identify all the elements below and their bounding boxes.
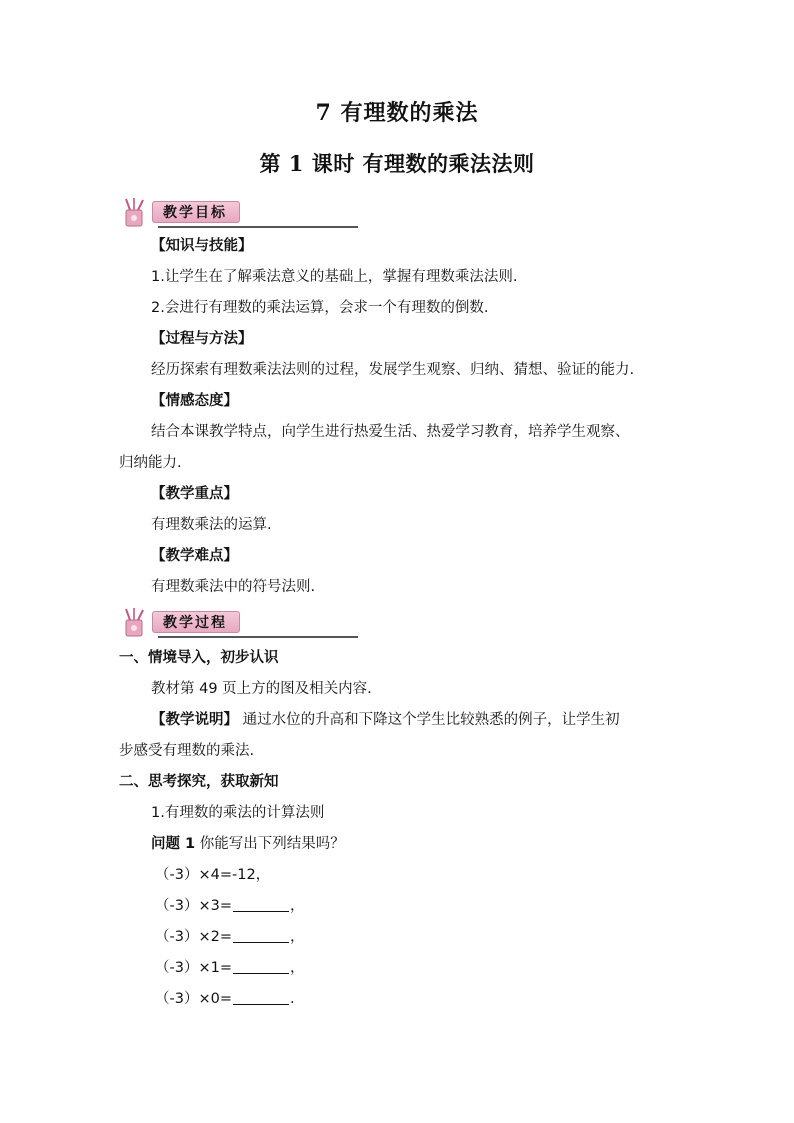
text-sec1-line1: 教材第 49 页上方的图及相关内容. [151,681,372,697]
note-text: 通过水位的升高和下降这个学生比较熟悉的例子，让学生初 [238,712,620,728]
text-sec1-note [151,710,620,730]
text-key-1: 有理数乘法的运算. [151,517,272,533]
answer-blank [233,928,289,943]
equation-punct: ， [289,960,305,976]
equation-1: （-3）×4=-12， [155,867,271,883]
section-banner-goals [118,196,248,230]
banner-underline [158,636,358,638]
heading-section-1: 一、情境导入，初步认识 [119,650,279,666]
equation-punct: . [289,991,295,1007]
equation-text: （-3）×3= [155,898,232,914]
page-title: 7 有理数的乘法 [315,100,479,126]
banner-underline [158,226,358,228]
text-sec2-line1: 1.有理数的乘法的计算法则 [151,805,325,821]
heading-difficult: 【教学难点】 [151,548,238,564]
answer-blank [233,897,289,912]
text-sec1-note-b: 步感受有理数的乘法. [119,743,255,759]
equation-3 [155,927,304,947]
question-1 [151,834,345,854]
heading-attitude: 【情感态度】 [151,393,238,409]
section-banner-process [118,606,248,640]
text-attitude-1a: 结合本课教学特点，向学生进行热爱生活、热爱学习教育，培养学生观察、 [151,424,630,440]
question-text: 你能写出下列结果吗？ [195,836,345,852]
banner-label: 教学过程 [152,611,240,633]
text-method-1: 经历探索有理数乘法法则的过程，发展学生观察、归纳、猜想、验证的能力. [151,362,635,378]
heading-key: 【教学重点】 [151,486,238,502]
text-knowledge-1: 1.让学生在了解乘法意义的基础上，掌握有理数乘法法则. [151,269,518,285]
equation-text: （-3）×2= [155,929,232,945]
text-attitude-1b: 归纳能力. [119,455,182,471]
equation-text: （-3）×1= [155,960,232,976]
text-knowledge-2: 2.会进行有理数的乘法运算，会求一个有理数的倒数. [151,300,489,316]
note-label: 【教学说明】 [151,712,238,728]
pencil-cup-icon [118,196,152,230]
equation-punct: ， [289,929,305,945]
pencil-cup-icon [118,606,152,640]
text-difficult-1: 有理数乘法中的符号法则. [151,579,316,595]
heading-method: 【过程与方法】 [151,331,253,347]
equation-4 [155,958,304,978]
equation-punct: ， [289,898,305,914]
answer-blank [233,990,289,1005]
question-label: 问题 1 [151,836,196,852]
answer-blank [233,959,289,974]
equation-text: （-3）×0= [155,991,232,1007]
equation-2 [155,896,304,916]
equation-5 [155,989,295,1009]
page-subtitle: 第 1 课时 有理数的乘法法则 [259,151,535,176]
heading-knowledge: 【知识与技能】 [151,238,253,254]
heading-section-2: 二、思考探究，获取新知 [119,774,279,790]
banner-label: 教学目标 [152,201,240,223]
